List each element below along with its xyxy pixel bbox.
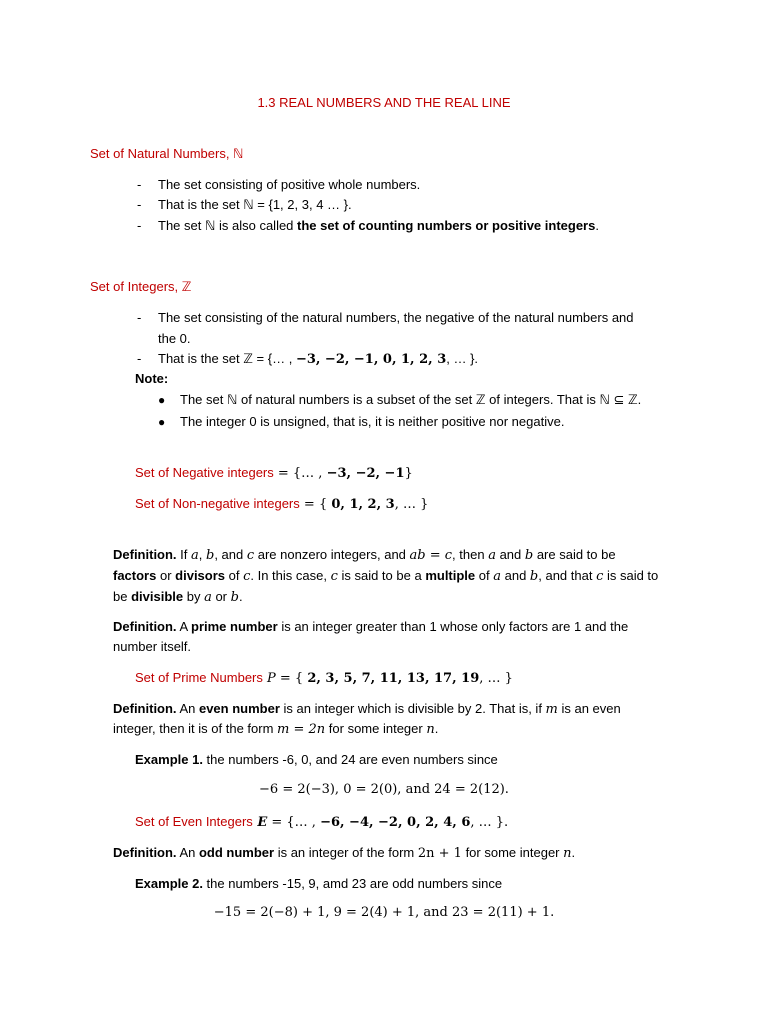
- definition-prime-line-1: Definition. A prime number is an integer greater than 1 whose only factors are 1 and the: [113, 619, 629, 634]
- bullet-icon: ●: [158, 393, 166, 407]
- definition-prime-line-2: number itself.: [113, 639, 192, 654]
- example-1-equation: −6 = 2(−3), 0 = 2(0), and 24 = 2(12).: [259, 782, 509, 797]
- example-2-text: Example 2. the numbers -15, 9, amd 23 are odd numbers since: [135, 876, 503, 891]
- definition-factors-line-3: be divisible by a or b.: [113, 589, 243, 605]
- integers-heading: Set of Integers, ℤ: [90, 279, 192, 294]
- non-negative-integers-set: Set of Non-negative integers = { 0, 1, 2, 3, … }: [135, 496, 429, 512]
- page-title: 1.3 REAL NUMBERS AND THE REAL LINE: [257, 95, 511, 110]
- note-item-1: The set ℕ of natural numbers is a subset of the set ℤ of integers. That is ℕ ⊆ ℤ.: [180, 392, 642, 407]
- list-dash: -: [137, 197, 142, 212]
- example-2-equation: −15 = 2(−8) + 1, 9 = 2(4) + 1, and 23 = 2(11) + 1.: [213, 905, 555, 920]
- integers-item-1-line-2: the 0.: [158, 331, 191, 346]
- definition-odd: Definition. An odd number is an integer of the form 2n + 1 for some integer n.: [113, 845, 576, 861]
- list-dash: -: [137, 177, 142, 192]
- prime-numbers-set: Set of Prime Numbers P = { 2, 3, 5, 7, 11, 13, 17, 19, … }: [135, 670, 513, 686]
- definition-factors-line-1: Definition. If a, b, and c are nonzero integers, and ab = c, then a and b are said to be: [113, 547, 616, 563]
- natural-numbers-heading: Set of Natural Numbers, ℕ: [90, 146, 244, 161]
- even-integers-set: Set of Even Integers E = {… , −6, −4, −2, 0, 2, 4, 6, … }.: [135, 814, 509, 830]
- natural-item-3: The set ℕ is also called the set of counting numbers or positive integers.: [158, 218, 599, 233]
- natural-item-1: The set consisting of positive whole numbers.: [158, 177, 421, 192]
- list-dash: -: [137, 310, 142, 325]
- note-item-2: The integer 0 is unsigned, that is, it is neither positive nor negative.: [180, 414, 565, 429]
- list-dash: -: [137, 351, 142, 366]
- natural-item-2: That is the set ℕ = {1, 2, 3, 4 … }.: [158, 197, 352, 212]
- bullet-icon: ●: [158, 415, 166, 429]
- integers-item-1-line-1: The set consisting of the natural numbers, the negative of the natural numbers and: [158, 310, 634, 325]
- list-dash: -: [137, 218, 142, 233]
- example-1-text: Example 1. the numbers -6, 0, and 24 are even numbers since: [135, 752, 498, 767]
- integers-item-2: That is the set ℤ = {… , −3, −2, −1, 0, 1, 2, 3, … }.: [158, 351, 479, 367]
- negative-integers-set: Set of Negative integers = {… , −3, −2, −1}: [135, 465, 413, 481]
- definition-even-line-1: Definition. An even number is an integer which is divisible by 2. That is, if m is an even: [113, 701, 621, 717]
- definition-factors-line-2: factors or divisors of c. In this case, c is said to be a multiple of a and b, and that c is said to: [113, 568, 659, 584]
- note-label: Note:: [135, 371, 169, 386]
- definition-even-line-2: integer, then it is of the form m = 2n for some integer n.: [113, 721, 439, 737]
